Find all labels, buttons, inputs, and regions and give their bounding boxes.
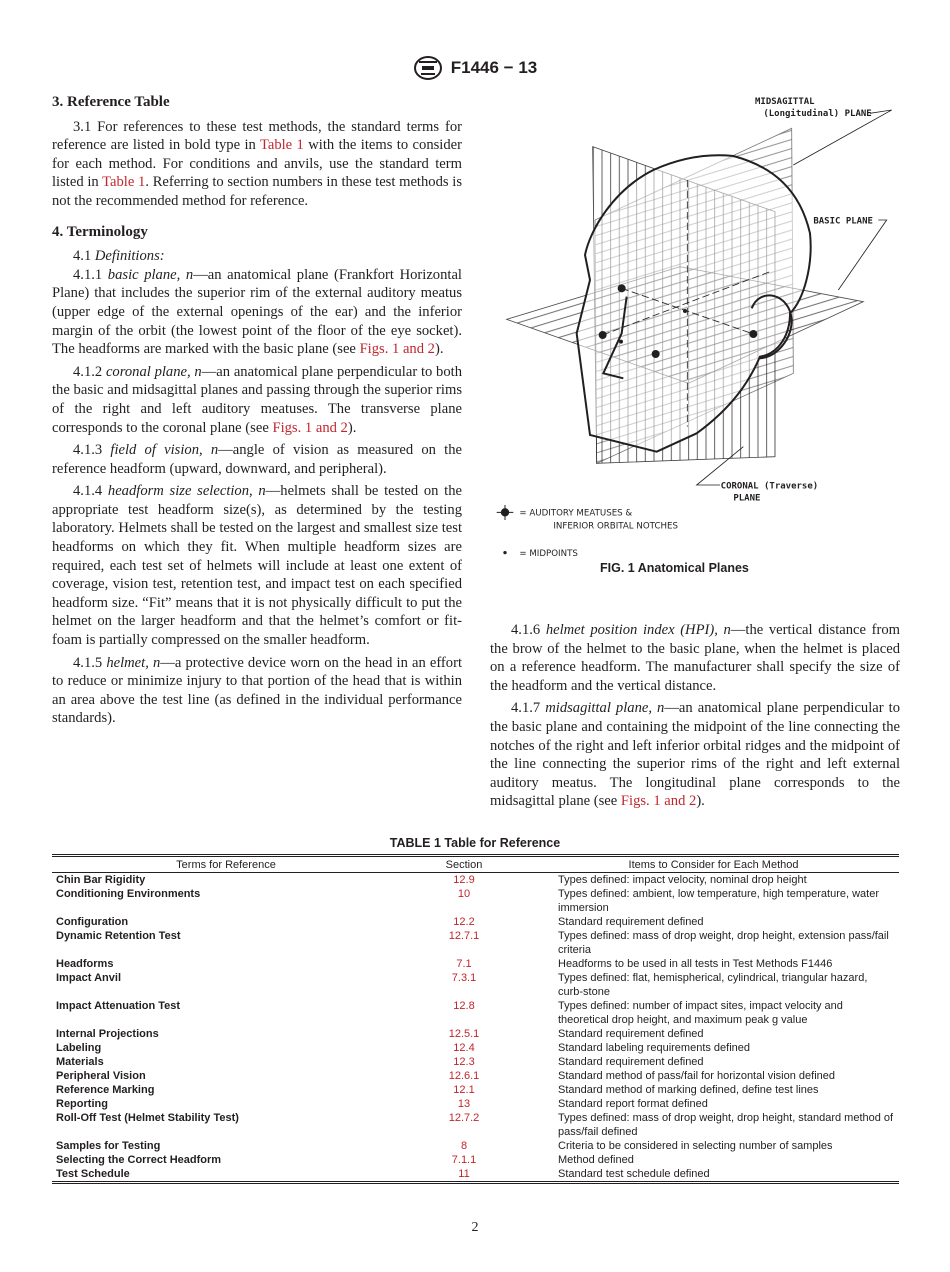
items-cell: Standard method of marking defined, define test lines (558, 1084, 819, 1096)
section-link[interactable]: 7.3.1 (451, 972, 477, 984)
term-cell: Materials (56, 1056, 104, 1068)
items-cell: Standard report format defined (558, 1098, 708, 1110)
items-cell: Types defined: ambient, low temperature, high temperature, water immersion (558, 888, 880, 914)
anatomical-planes-figure (480, 80, 900, 580)
paragraph-4-1-1: 4.1.1 basic plane, n—an anatomical plane (Frankfort Horizontal Plane) that includes the superior rim of the external auditory meatus (upper edge of the external openings of the ear) and the inferior margin of the orbit (the lowest point of the floor of the eye socket). The headforms are marked with the basic plane (see Figs. 1 and 2). (52, 266, 462, 358)
term-cell: Roll-Off Test (Helmet Stability Test) (56, 1112, 239, 1124)
table-row (52, 1027, 899, 1041)
items-cell: Standard requirement defined (558, 916, 704, 928)
paragraph-4-1-3: 4.1.3 field of vision, n—angle of vision as measured on the reference headform (upward, downward, and peripheral). (52, 442, 462, 477)
items-cell: Standard labeling requirements defined (558, 1042, 751, 1054)
table-row (52, 1041, 899, 1055)
page-header (0, 56, 950, 80)
table-row (52, 971, 899, 999)
items-cell: Types defined: flat, hemispherical, cylindrical, triangular hazard, curb-stone (558, 972, 868, 998)
section-link[interactable]: 13 (457, 1098, 471, 1110)
table-1-link[interactable]: Table 1 (102, 174, 146, 191)
term-cell: Reference Marking (56, 1084, 155, 1096)
paragraph-4-1-2: 4.1.2 coronal plane, n—an anatomical plane perpendicular to both the basic and midsagittal planes and passing through the superior rims of the right and left auditory meatuses. The transverse plane corresponds to the coronal plane (see Figs. 1 and 2). (52, 363, 462, 436)
term-cell: Internal Projections (56, 1028, 159, 1040)
paragraph-4-1: 4.1 Definitions: (73, 248, 165, 265)
term-cell: Test Schedule (56, 1168, 130, 1180)
legend-midpoints: = MIDPOINTS (519, 549, 578, 559)
section-link[interactable]: 12.5.1 (448, 1028, 480, 1040)
items-cell: Standard requirement defined (558, 1056, 704, 1068)
astm-logo-icon (413, 56, 443, 80)
term-cell: Selecting the Correct Headform (56, 1154, 222, 1166)
items-cell: Types defined: mass of drop weight, drop height, standard method of pass/fail defined (558, 1112, 894, 1138)
label-coronal-2: PLANE (733, 493, 761, 504)
table-row (52, 887, 899, 915)
label-basic-plane: BASIC PLANE (813, 216, 873, 227)
term-cell: Impact Attenuation Test (56, 1000, 181, 1012)
figs-link[interactable]: Figs. 1 and 2 (620, 793, 697, 810)
term-cell: Reporting (56, 1098, 108, 1110)
term-cell: Configuration (56, 916, 129, 928)
paragraph-4-1-6: 4.1.6 helmet position index (HPI), n—the vertical distance from the brow of the helmet to the basic plane, when the helmet is placed on a reference headform. The manufacturer shall specify the size of the headform and the vertical distance. (490, 622, 901, 694)
section-link[interactable]: 7.1.1 (451, 1154, 477, 1166)
figs-link[interactable]: Figs. 1 and 2 (359, 341, 435, 358)
right-column (490, 621, 900, 815)
table-row (52, 999, 899, 1027)
section-link[interactable]: 12.8 (453, 1000, 475, 1012)
items-cell: Criteria to be considered in selecting number of samples (558, 1140, 833, 1152)
column-header: Terms for Reference (52, 856, 400, 873)
reference-table (52, 854, 899, 1184)
section-link[interactable]: 7.1 (456, 958, 472, 970)
table-row (52, 873, 899, 888)
paragraph-3-1: 3.1 For references to these test methods, the standard terms for reference are listed in bold type in Table 1 with the items to consider for each method. For conditions and anvils, use the standard term listed in Table 1. Referring to section numbers in these test methods is not the recommended method for reference. (52, 118, 462, 209)
term-cell: Labeling (56, 1042, 102, 1054)
figure-caption: FIG. 1 Anatomical Planes (600, 561, 749, 575)
term-cell: Impact Anvil (56, 972, 121, 984)
term-cell: Conditioning Environments (56, 888, 201, 900)
table-row (52, 1167, 899, 1183)
section-4-heading: 4. Terminology (52, 223, 148, 240)
label-coronal: CORONAL (Traverse) (720, 481, 819, 492)
term-cell: Peripheral Vision (56, 1070, 146, 1082)
section-link[interactable]: 12.7.1 (448, 930, 480, 942)
table-row (52, 1153, 899, 1167)
section-link[interactable]: 12.7.2 (448, 1112, 480, 1124)
section-link[interactable]: 12.2 (453, 916, 475, 928)
table-row (52, 1097, 899, 1111)
document-code: F1446 − 13 (450, 58, 538, 77)
legend-auditory: = AUDITORY MEATUSES & (519, 508, 633, 519)
table-row (52, 1055, 899, 1069)
items-cell: Headforms to be used in all tests in Test Methods F1446 (558, 958, 833, 970)
section-link[interactable]: 12.9 (453, 874, 475, 886)
section-link[interactable]: 12.1 (453, 1084, 475, 1096)
term-cell: Chin Bar Rigidity (56, 874, 146, 886)
term-cell: Samples for Testing (56, 1140, 161, 1152)
table-1-link[interactable]: Table 1 (259, 137, 304, 154)
items-cell: Types defined: mass of drop weight, drop height, extension pass/fail criteria (558, 930, 889, 956)
section-link[interactable]: 12.3 (453, 1056, 475, 1068)
items-cell: Standard requirement defined (558, 1028, 704, 1040)
section-link[interactable]: 12.4 (453, 1042, 475, 1054)
legend-star-icon (497, 505, 514, 520)
label-midsagittal: MIDSAGITTAL (755, 97, 815, 107)
paragraph-4-1-7: 4.1.7 midsagittal plane, n—an anatomical plane perpendicular to the basic plane and containing the midpoint of the line connecting the notches of the right and left inferior orbital ridges and the midpoint of the line connecting the superior rims of the right and left external auditory meatus. The longitudinal plane corresponds to the midsagittal plane (see Figs. 1 and 2). (490, 700, 900, 810)
table-row (52, 929, 899, 957)
items-cell: Types defined: impact velocity, nominal drop height (558, 874, 807, 886)
column-header: Section (400, 856, 528, 873)
label-midsagittal-2: (Longitudinal) PLANE (763, 109, 872, 119)
table-row (52, 1111, 899, 1139)
table-row (52, 1139, 899, 1153)
items-cell: Types defined: number of impact sites, impact velocity and theoretical drop height, and maximum peak g value (558, 1000, 843, 1026)
left-column (52, 93, 462, 732)
table-row (52, 1069, 899, 1083)
section-link[interactable]: 12.6.1 (448, 1070, 480, 1082)
section-link[interactable]: 11 (458, 1168, 470, 1180)
items-cell: Standard test schedule defined (558, 1168, 710, 1180)
term-cell: Headforms (56, 958, 114, 970)
table-header-row (52, 856, 899, 873)
items-cell: Method defined (558, 1154, 634, 1166)
figs-link[interactable]: Figs. 1 and 2 (272, 419, 348, 436)
table-row (52, 957, 899, 971)
paragraph-4-1-4: 4.1.4 headform size selection, n—helmets shall be tested on the appropriate test headform size(s), as determined by the testing laboratory. Helmets shall be tested on the largest and smallest size test headforms on which they fit. When multiple headform sizes are required, each test set of helmets will include at least one extent of coverage, vision test, retention test, and impact test on each specified headform size. “Fit” means that it is not physically difficult to put the helmet on the larger headform and that the helmet’s comfort or fit-foam is partially compressed on the smaller headform. (52, 483, 462, 649)
table-row (52, 1083, 899, 1097)
section-3-heading: 3. Reference Table (52, 94, 170, 110)
paragraph-4-1-5: 4.1.5 helmet, n—a protective device worn on the head in an effort to reduce or minimize injury to that portion of the head that is within an area above the test line (as defined in the individual performance standards). (52, 654, 463, 727)
column-header: Items to Consider for Each Method (528, 856, 899, 873)
section-link[interactable]: 10 (457, 888, 471, 900)
items-cell: Standard method of pass/fail for horizontal vision defined (558, 1070, 835, 1082)
term-cell: Dynamic Retention Test (56, 930, 181, 942)
table-row (52, 915, 899, 929)
table-title: TABLE 1 Table for Reference (389, 836, 561, 850)
legend-dot-icon (503, 551, 506, 554)
section-link[interactable]: 8 (460, 1140, 468, 1152)
legend-orbital: INFERIOR ORBITAL NOTCHES (553, 521, 678, 532)
page-number: 2 (471, 1220, 479, 1235)
